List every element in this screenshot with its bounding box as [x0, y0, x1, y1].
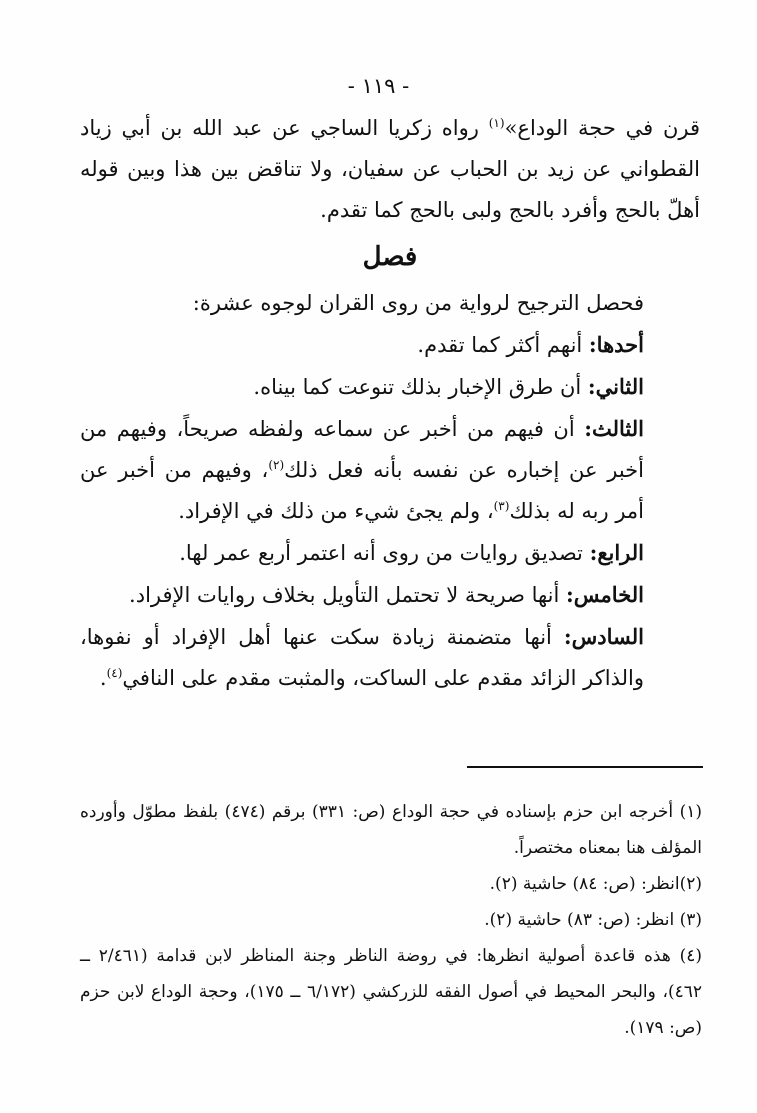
point-text: ، ولم يجئ شيء من ذلك في الإفراد. [178, 499, 494, 523]
footnote-1: (١) أخرجه ابن حزم بإسناده في حجة الوداع (ص: ٣٣١) برقم (٤٧٤) بلفظ مطوّل وأورده المؤلف هنا بمعناه مختصراً. [80, 802, 703, 858]
point-fifth [80, 574, 700, 616]
footnote-ref-4: (٤) [106, 666, 123, 680]
point-text: أن فيهم من أخبر عن سماعه ولفظه صريحاً، وفيهم من أخبر عن إخباره عن نفسه بأنه فعل ذلك [80, 417, 644, 482]
point-label: الخامس: [566, 582, 644, 607]
point-label: الثاني: [587, 374, 644, 399]
page-number: - ١١٩ - [347, 74, 410, 98]
footnote-4: (٤) هذه قاعدة أصولية انظرها: في روضة الناظر وجنة المناظر لابن قدامة (٢/٤٦١ ــ ٤٦٢)، والبحر المحيط في أصول الفقه للزركشي (٦/١٧٢ ــ ١٧٥)، وحجة الوداع لابن حزم (ص: ١٧٩). [80, 946, 702, 1038]
paragraph-text: رواه زكريا الساجي عن عبد الله بن أبي زياد القطواني عن زيد بن الحباب عن سفيان، ولا تناقض بين هذا وبين قوله أهلّ بالحج وأفرد بالحج ولبى بالحج كما تقدم. [80, 116, 700, 222]
footnotes [80, 794, 702, 1046]
footnote-ref-2: (٢) [268, 458, 285, 472]
main-text [80, 108, 700, 699]
point-second [80, 366, 700, 408]
point-text: ، وفيهم من أخبر عن أمر ربه له بذلك [80, 458, 644, 523]
paragraph-intro: فحصل الترجيح لرواية من روى القران لوجوه عشرة: [192, 291, 644, 315]
point-label: الرابع: [589, 540, 644, 565]
paragraph-hadith-narration [80, 108, 700, 231]
point-text: أنهم أكثر كما تقدم. [417, 333, 589, 357]
paragraph-text: قرن في حجة الوداع» [504, 116, 700, 140]
point-text: تصديق روايات من روى أنه اعتمر أربع عمر لها. [179, 541, 590, 565]
point-label: أحدها: [588, 332, 644, 357]
point-label: الثالث: [584, 416, 644, 441]
footnote-ref-1: (١) [488, 116, 505, 130]
point-text: . [99, 666, 107, 690]
footnote-2: (٢)انظر: (ص: ٨٤) حاشية (٢). [489, 874, 702, 894]
footnote-divider [467, 766, 703, 768]
point-fourth [80, 532, 700, 574]
point-text: أنها صريحة لا تحتمل التأويل بخلاف روايات الإفراد. [129, 583, 567, 607]
point-text: أن طرق الإخبار بذلك تنوعت كما بيناه. [253, 375, 588, 399]
point-label: السادس: [563, 624, 644, 649]
point-text: أنها متضمنة زيادة سكت عنها أهل الإفراد أو نفوها، والذاكر الزائد مقدم على الساكت، والمثبت مقدم على النافي [80, 625, 644, 690]
point-first [80, 324, 700, 366]
point-third [80, 408, 700, 532]
footnote-ref-3: (٣) [493, 499, 510, 513]
point-sixth [80, 616, 700, 699]
footnote-3: (٣) انظر: (ص: ٨٣) حاشية (٢). [484, 910, 702, 930]
section-title: فصل [362, 242, 418, 272]
